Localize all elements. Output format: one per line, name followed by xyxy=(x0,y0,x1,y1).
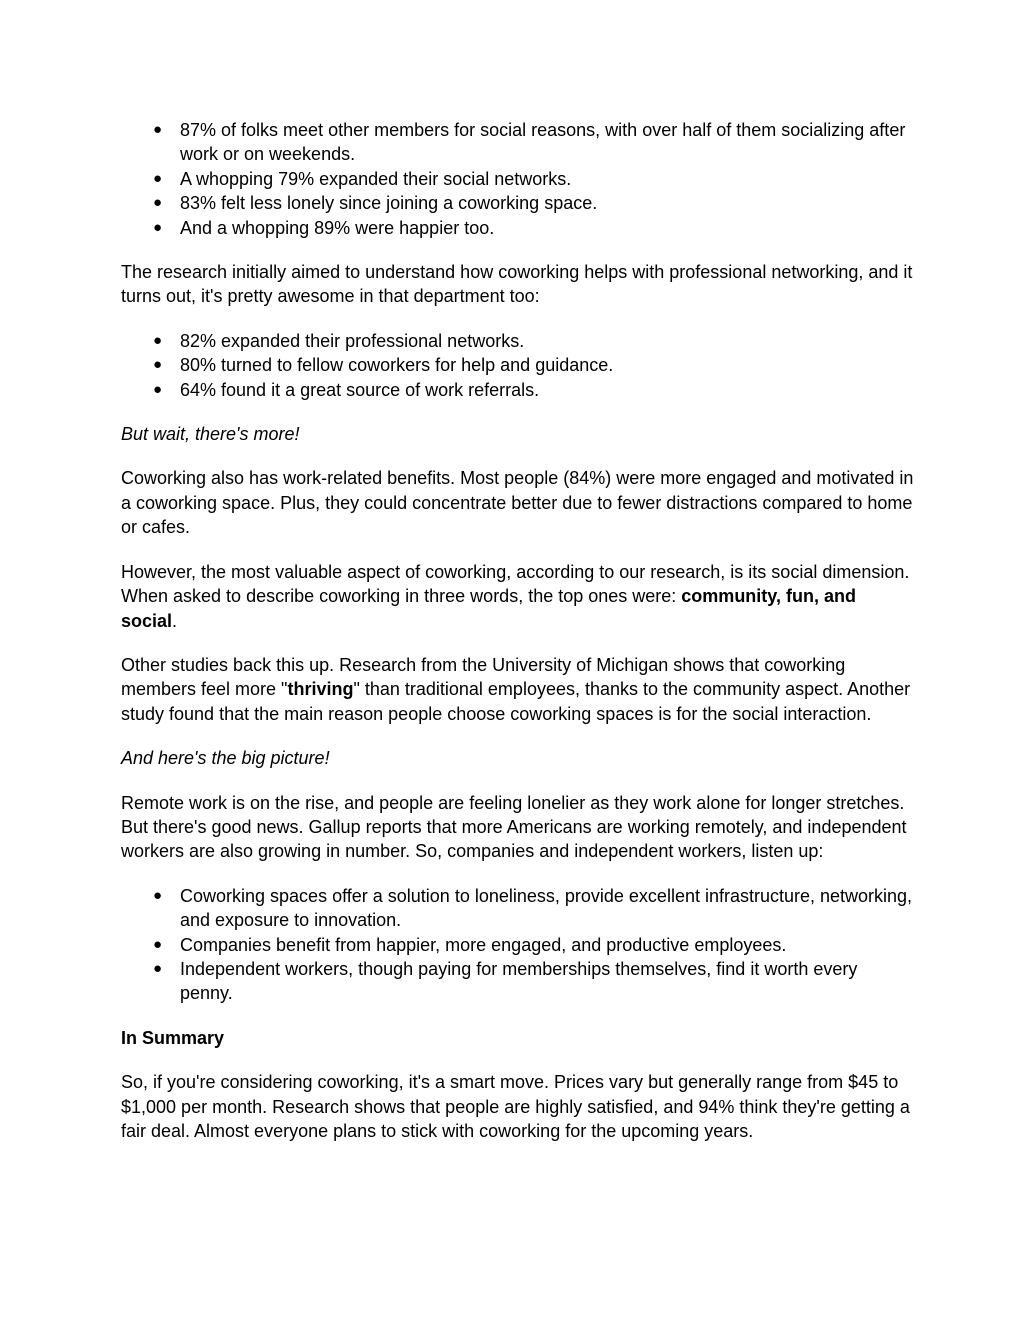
paragraph-more-callout: But wait, there's more! xyxy=(121,424,300,445)
list-item: ● 87% of folks meet other members for social reasons, with over half of them socializing after work or on weekends. xyxy=(153,120,906,165)
list-item: ● 64% found it a great source of work referrals. xyxy=(121,378,914,402)
social-stats-list xyxy=(121,118,914,240)
paragraph-other-studies: Other studies back this up. Research from the University of Michigan shows that coworking members feel more "thriving" than traditional employees, thanks to the community aspect. Another study found that the main reason people choose coworking spaces is for the social interaction. xyxy=(121,654,911,724)
bullet-icon: ● xyxy=(153,356,163,374)
bullet-icon: ● xyxy=(153,886,163,904)
professional-stats-list xyxy=(121,329,914,402)
paragraph-social-dimension: However, the most valuable aspect of coworking, according to our research, is its social dimension. When asked to describe coworking in three words, the top ones were: community, fun, and social. xyxy=(121,561,910,631)
bullet-icon: ● xyxy=(153,331,163,349)
list-item: ● 80% turned to fellow coworkers for help and guidance. xyxy=(121,353,914,377)
list-item: ● Coworking spaces offer a solution to loneliness, provide excellent infrastructure, networking, and exposure to innovation. xyxy=(153,885,913,931)
paragraph-big-picture-callout: And here's the big picture! xyxy=(121,748,330,769)
paragraph-remote-work: Remote work is on the rise, and people are feeling lonelier as they work alone for longer stretches. But there's good news. Gallup reports that more Americans are working remotely, and independent workers are also growing in number. So, companies and independent workers, listen up: xyxy=(121,792,907,862)
bullet-icon: ● xyxy=(153,121,163,138)
paragraph-summary: So, if you're considering coworking, it's a smart move. Prices vary but generally range from $45 to $1,000 per month. Research shows that people are highly satisfied, and 94% think they're getting a fair deal. Almost everyone plans to stick with coworking for the upcoming years. xyxy=(121,1072,910,1141)
bullet-icon: ● xyxy=(153,218,163,236)
list-item: ● Independent workers, though paying for memberships themselves, find it worth every penny. xyxy=(153,958,858,1004)
list-item: ● 82% expanded their professional networks. xyxy=(121,329,914,353)
list-item: ● And a whopping 89% were happier too. xyxy=(121,216,914,240)
bullet-icon: ● xyxy=(153,935,163,953)
list-item: ● A whopping 79% expanded their social networks. xyxy=(121,167,914,191)
paragraph-work-benefits: Coworking also has work-related benefits. Most people (84%) were more engaged and motivated in a coworking space. Plus, they could concentrate better due to fewer distractions compared to home or cafes. xyxy=(121,468,914,538)
bullet-icon: ● xyxy=(153,194,163,212)
bullet-icon: ● xyxy=(153,169,163,187)
bullet-icon: ● xyxy=(153,959,163,977)
bold-keywords: community, fun, and social xyxy=(121,586,856,631)
bullet-icon: ● xyxy=(153,380,163,398)
paragraph-research-intro: The research initially aimed to understand how coworking helps with professional networking, and it turns out, it's pretty awesome in that department too: xyxy=(121,262,913,307)
bold-thriving: thriving xyxy=(287,679,354,700)
list-item: ● 83% felt less lonely since joining a coworking space. xyxy=(121,191,914,215)
summary-heading: In Summary xyxy=(121,1027,225,1048)
list-item: ● Companies benefit from happier, more engaged, and productive employees. xyxy=(121,933,914,957)
conclusions-list xyxy=(121,884,914,1006)
